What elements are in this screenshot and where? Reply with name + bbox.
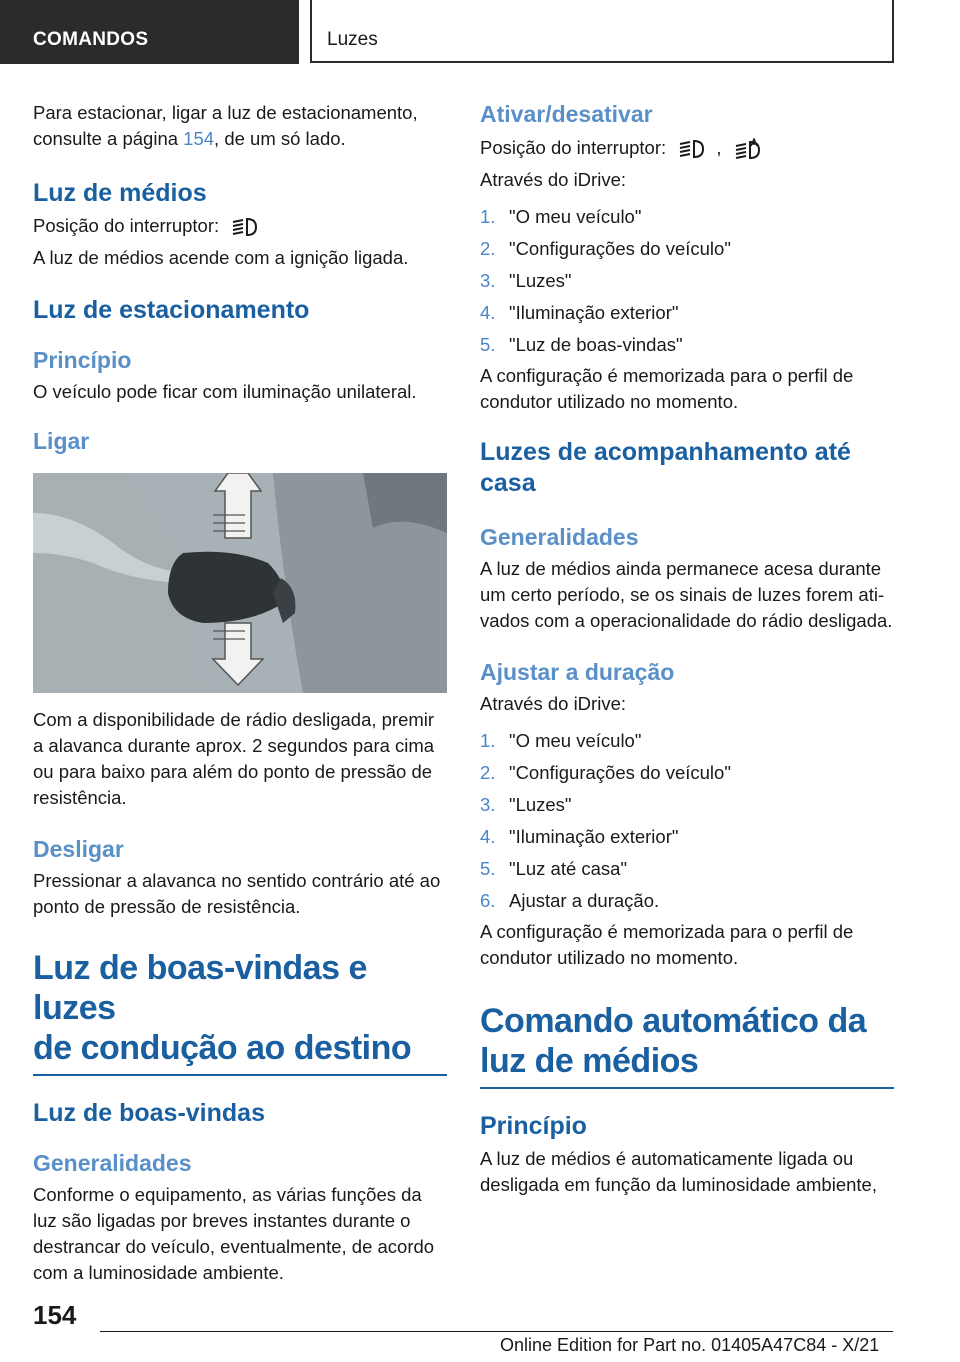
list-text: "Luzes": [509, 270, 572, 291]
page-number: 154: [33, 1300, 77, 1330]
list-text: "Iluminação exterior": [509, 302, 679, 323]
heading-ativar: Ativar/desativar: [480, 101, 653, 127]
turn-signal-lever-image: [33, 473, 447, 693]
heading-ligar: Ligar: [33, 428, 90, 454]
low-beam-icon: [677, 139, 705, 159]
heading-principio-right: Princípio: [480, 1112, 587, 1140]
heading-auto-line-2: luz de médios: [480, 1042, 699, 1080]
heading-ajustar: Ajustar a duração: [480, 659, 675, 685]
principio-text: O veículo pode ficar com iluminação unilateral.: [33, 381, 417, 402]
list-item: [480, 885, 894, 917]
heading-acompanhamento: [480, 437, 894, 499]
heading-principio: Princípio: [33, 347, 132, 373]
config-text: A configuração é memorizada para o perfil de condutor utilizado no momento.: [480, 365, 854, 412]
list-text: "Iluminação exterior": [509, 826, 679, 847]
list-number: 5.: [480, 334, 496, 355]
list-text: "O meu veículo": [509, 206, 642, 227]
heading-auto-line-1: Comando automático da: [480, 1002, 867, 1040]
desligar-text: Pressionar a alavanca no sentido contrário até ao ponto de pressão de resistência.: [33, 870, 441, 917]
section-tab: [0, 0, 299, 64]
intro-line-2: consulte a página: [33, 128, 184, 149]
list-item: [480, 233, 894, 265]
section-divider: [33, 1074, 447, 1076]
list-item: [480, 297, 894, 329]
heading-boas-line-1: Luz de boas-vindas e luzes: [33, 949, 367, 1027]
config-text-2: A configuração é memorizada para o perfil de condutor utilizado no momento.: [480, 921, 854, 968]
heading-auto-section: [480, 1001, 894, 1081]
switch-position-text-right: [480, 135, 894, 161]
list-item: [480, 853, 894, 885]
list-number: 5.: [480, 858, 496, 879]
list-item: [480, 757, 894, 789]
edition-text: Online Edition for Part no. 01405A47C84 - X/21: [500, 1335, 880, 1355]
section-label: COMANDOS: [33, 29, 149, 50]
list-text: "Configurações do veículo": [509, 762, 731, 783]
chapter-label: Luzes: [327, 29, 378, 50]
list-text: "Luz de boas-vindas": [509, 334, 683, 355]
list-number: 2.: [480, 762, 496, 783]
list-item: [480, 265, 894, 297]
duration-steps: [480, 725, 894, 917]
list-number: 1.: [480, 730, 496, 751]
left-column: [33, 100, 447, 1286]
list-number: 6.: [480, 890, 496, 911]
switch-position-text: [33, 213, 447, 239]
intro-line-2-end: , de um só lado.: [214, 128, 346, 149]
heading-generalidades-right: Generalidades: [480, 524, 639, 550]
list-item: [480, 725, 894, 757]
heading-desligar: Desligar: [33, 836, 124, 862]
intro-paragraph: [33, 100, 447, 152]
chapter-tab: [310, 0, 894, 63]
list-text: Ajustar a duração.: [509, 890, 660, 911]
auto-headlight-icon: [733, 138, 761, 160]
idrive-label-2: Através do iDrive:: [480, 693, 626, 714]
heading-acomp-line-2: casa: [480, 469, 536, 497]
list-item: [480, 821, 894, 853]
low-beam-icon: [230, 217, 258, 237]
idrive-label: Através do iDrive:: [480, 169, 626, 190]
heading-luz-medios: Luz de médios: [33, 179, 207, 207]
footer-divider: [100, 1331, 893, 1332]
list-text: "Configurações do veículo": [509, 238, 731, 259]
list-number: 3.: [480, 794, 496, 815]
heading-luz-boas-vindas: Luz de boas-vindas: [33, 1099, 265, 1127]
list-text: "O meu veículo": [509, 730, 642, 751]
list-text: "Luz até casa": [509, 858, 628, 879]
ligar-text: Com a disponibilidade de rádio desligada, premir a alavanca durante aprox. 2 segundos para cima ou para baixo para além do ponto de pressão de resistência.: [33, 709, 435, 808]
welcome-light-steps: [480, 201, 894, 361]
switch-position-label-right: Posição do interruptor:: [480, 137, 667, 158]
intro-line-1: Para estacionar, ligar a luz de estacionamento,: [33, 102, 418, 123]
heading-estacionamento: Luz de estacionamento: [33, 296, 310, 324]
section-divider: [480, 1087, 894, 1089]
list-number: 2.: [480, 238, 496, 259]
right-column: [480, 100, 894, 1198]
list-text: "Luzes": [509, 794, 572, 815]
switch-position-label: Posição do interruptor:: [33, 215, 220, 236]
list-number: 4.: [480, 826, 496, 847]
principio-text-right: A luz de médios é automaticamente ligada ou desligada em função da luminosidade ambiente,: [480, 1148, 877, 1195]
list-item: [480, 789, 894, 821]
heading-boas-line-2: de condução ao destino: [33, 1029, 412, 1067]
list-number: 3.: [480, 270, 496, 291]
heading-acomp-line-1: Luzes de acompanhamento até: [480, 438, 851, 466]
generalidades-text-right: A luz de médios ainda permanece acesa durante um certo período, se os sinais de luzes forem ativados com a operacionalidade do rádio desligada.: [480, 558, 893, 631]
generalidades-text: Conforme o equipamento, as várias funções da luz são ligadas por breves instantes durante o destrancar do veículo, eventualmente, de acordo com a luminosidade ambiente.: [33, 1184, 435, 1283]
list-number: 1.: [480, 206, 496, 227]
list-item: [480, 201, 894, 233]
low-beam-description: A luz de médios acende com a ignição ligada.: [33, 247, 409, 268]
list-number: 4.: [480, 302, 496, 323]
list-item: [480, 329, 894, 361]
heading-generalidades: Generalidades: [33, 1150, 192, 1176]
icon-separator: ,: [716, 137, 722, 158]
page-link[interactable]: 154: [183, 128, 215, 149]
heading-boas-vindas-section: [33, 948, 447, 1068]
